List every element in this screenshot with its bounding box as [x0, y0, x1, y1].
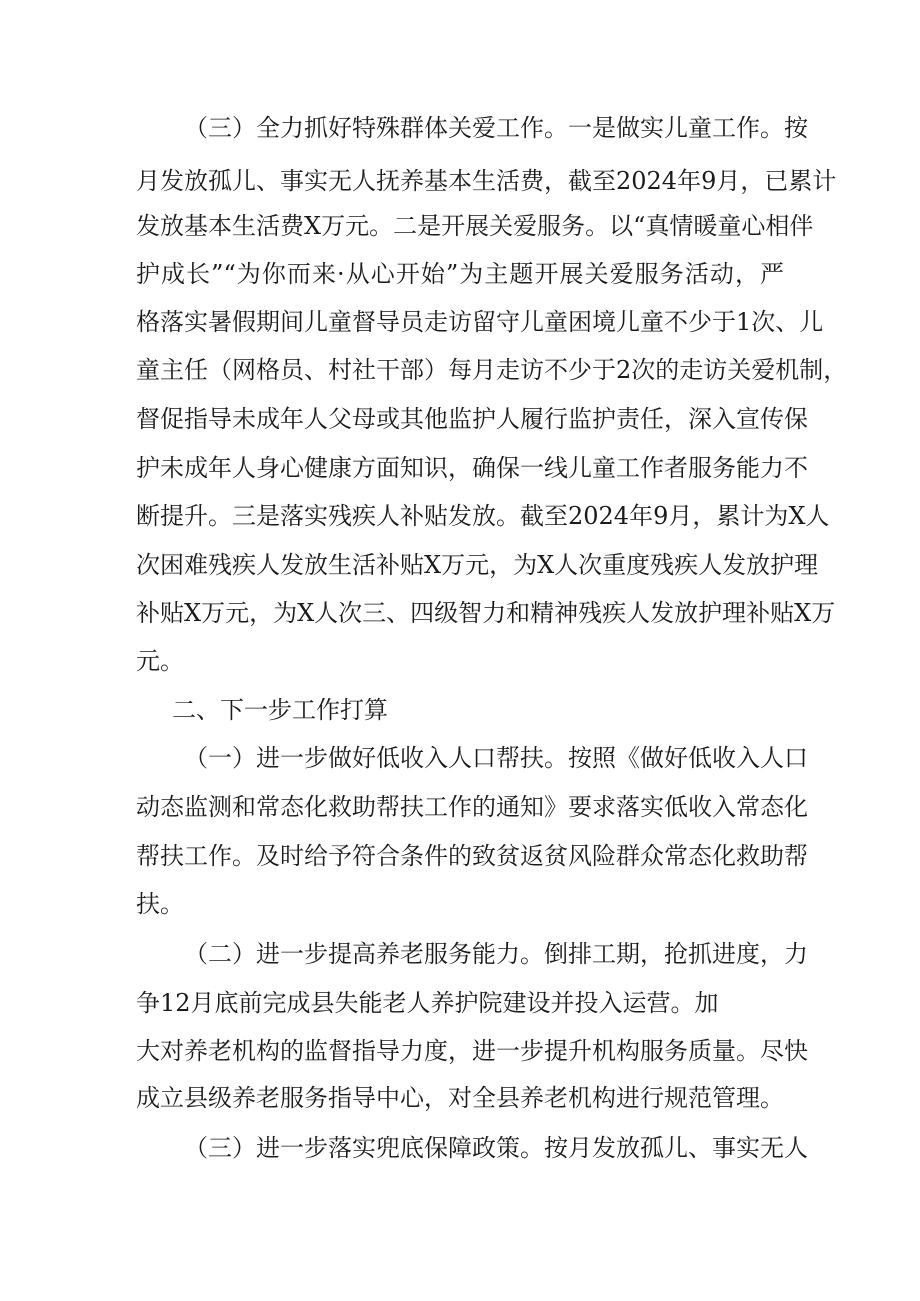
paragraph-line: 帮扶工作。及时给予符合条件的致贫返贫风险群众常态化救助帮	[136, 842, 808, 870]
paragraph-line: 童主任（网格员、村社干部）每月走访不少于2次的走访关爱机制，	[136, 356, 848, 384]
paragraph-line: （三）全力抓好特殊群体关爱工作。一是做实儿童工作。按	[184, 114, 808, 142]
paragraph-line: 动态监测和常态化救助帮扶工作的通知》要求落实低收入常态化	[136, 793, 808, 821]
paragraph-line: 发放基本生活费X万元。二是开展关爱服务。以“真情暖童心相伴	[136, 212, 814, 240]
paragraph-line: （二）进一步提高养老服务能力。倒排工期，抢抓进度，力	[184, 940, 808, 968]
paragraph-line: 成立县级养老服务指导中心，对全县养老机构进行规范管理。	[136, 1084, 784, 1112]
paragraph-line: 争12月底前完成县失能老人养护院建设并投入运营。加	[136, 989, 719, 1017]
paragraph-line: 断提升。三是落实残疾人补贴发放。截至2024年9月，累计为X人	[136, 502, 830, 530]
paragraph-line: （三）进一步落实兜底保障政策。按月发放孤儿、事实无人	[184, 1134, 808, 1162]
paragraph-line: 护未成年人身心健康方面知识，确保一线儿童工作者服务能力不	[136, 454, 808, 482]
paragraph-line: 次困难残疾人发放生活补贴X万元，为X人次重度残疾人发放护理	[136, 551, 819, 579]
paragraph-line: 补贴X万元，为X人次三、四级智力和精神残疾人发放护理补贴X万	[136, 599, 836, 627]
paragraph-line: 护成长”“为你而来·从心开始”为主题开展关爱服务活动，严	[136, 260, 784, 288]
paragraph-line: 元。	[136, 647, 184, 675]
paragraph-line: 扶。	[136, 890, 184, 918]
paragraph-line: 大对养老机构的监督指导力度，进一步提升机构服务质量。尽快	[136, 1037, 808, 1065]
paragraph-line: 督促指导未成年人父母或其他监护人履行监护责任，深入宣传保	[136, 405, 808, 433]
paragraph-line: （一）进一步做好低收入人口帮扶。按照《做好低收入人口	[184, 744, 808, 772]
paragraph-line: 格落实暑假期间儿童督导员走访留守儿童困境儿童不少于1次、儿	[136, 308, 824, 336]
section-heading: 二、下一步工作打算	[172, 696, 388, 724]
paragraph-line: 月发放孤儿、事实无人抚养基本生活费，截至2024年9月，已累计	[136, 167, 837, 195]
